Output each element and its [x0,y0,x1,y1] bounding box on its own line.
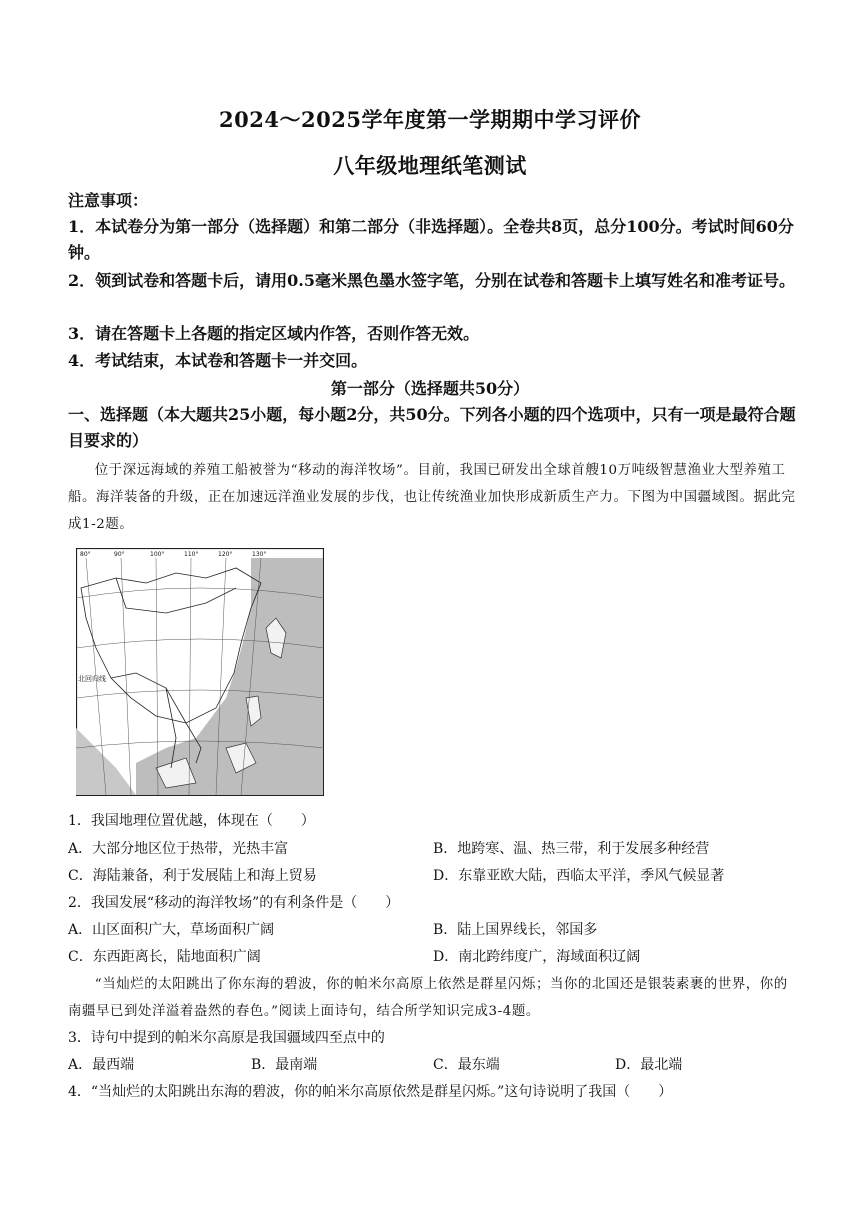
tropic-label: 北回归线 [78,675,106,683]
question-1-option-c: C．海陆兼备，利于发展陆上和海上贸易 [68,868,317,884]
note-item-2: 2．领到试卷和答题卡后，请用0.5毫米黑色墨水签字笔，分别在试卷和答题卡上填写姓名和准考证号。 [68,271,795,290]
longitude-label: 120° [218,551,233,558]
longitude-label: 130° [252,551,267,558]
longitude-label: 80° [80,551,91,558]
notes-heading: 注意事项： [68,191,149,210]
question-1-option-d: D．东靠亚欧大陆，西临太平洋，季风气候显著 [433,868,725,884]
exam-title: 2024～2025学年度第一学期期中学习评价 [219,107,641,132]
question-1-option-a: A．大部分地区位于热带，光热丰富 [68,841,289,857]
question-3-option-a: A．最西端 [68,1057,135,1073]
question-3-option-b: B．最南端 [251,1057,318,1073]
question-2-option-a: A．山区面积广大，草场面积广阔 [68,922,275,938]
question-4-stem: 4．“当灿烂的太阳跳出东海的碧波，你的帕米尔高原依然是群星闪烁。”这句诗说明了我国（ ） [68,1084,673,1100]
longitude-label: 110° [184,551,199,558]
exam-subtitle: 八年级地理纸笔测试 [333,153,527,178]
question-2-option-c: C．东西距离长，陆地面积广阔 [68,949,261,965]
question-2-option-b: B．陆上国界线长，邻国多 [433,922,598,938]
part1-heading: 第一部分（选择题共50分） [330,379,530,398]
passage-1: 位于深远海域的养殖工船被誉为“移动的海洋牧场”。目前，我国已研发出全球首艘10万吨级智慧渔业大型养殖工船。海洋装备的升级，正在加速远洋渔业发展的步伐，也让传统渔业加快形成新质生产力。下图为中国疆域图。据此完成1-2题。 [68,463,796,532]
question-3-option-c: C．最东端 [433,1057,500,1073]
note-item-4: 4．考试结束，本试卷和答题卡一并交回。 [68,351,368,370]
question-1-stem: 1．我国地理位置优越，体现在（ ） [68,813,315,829]
china-territory-map [76,548,324,796]
question-1-option-b: B．地跨寒、温、热三带，利于发展多种经营 [433,841,710,857]
note-item-3: 3．请在答题卡上各题的指定区域内作答，否则作答无效。 [68,324,480,343]
question-3-stem: 3．诗句中提到的帕米尔高原是我国疆域四至点中的 [68,1030,385,1046]
section-instructions: 一、选择题（本大题共25小题，每小题2分，共50分。下列各小题的四个选项中，只有一项是最符合题目要求的） [68,405,796,450]
note-item-1: 1．本试卷分为第一部分（选择题）和第二部分（非选择题）。全卷共8页，总分100分。考试时间60分钟。 [68,217,794,262]
question-2-stem: 2．我国发展“移动的海洋牧场”的有利条件是（ ） [68,895,400,911]
question-3-option-d: D．最北端 [615,1057,683,1073]
longitude-label: 90° [114,551,125,558]
longitude-label: 100° [150,551,165,558]
passage-2: “当灿烂的太阳跳出了你东海的碧波，你的帕米尔高原上依然是群星闪烁；当你的北国还是银装素裹的世界，你的南疆早已到处洋溢着盎然的春色。”阅读上面诗句，结合所学知识完成3-4题。 [68,977,788,1019]
question-2-option-d: D．南北跨纬度广，海域面积辽阔 [433,949,641,965]
